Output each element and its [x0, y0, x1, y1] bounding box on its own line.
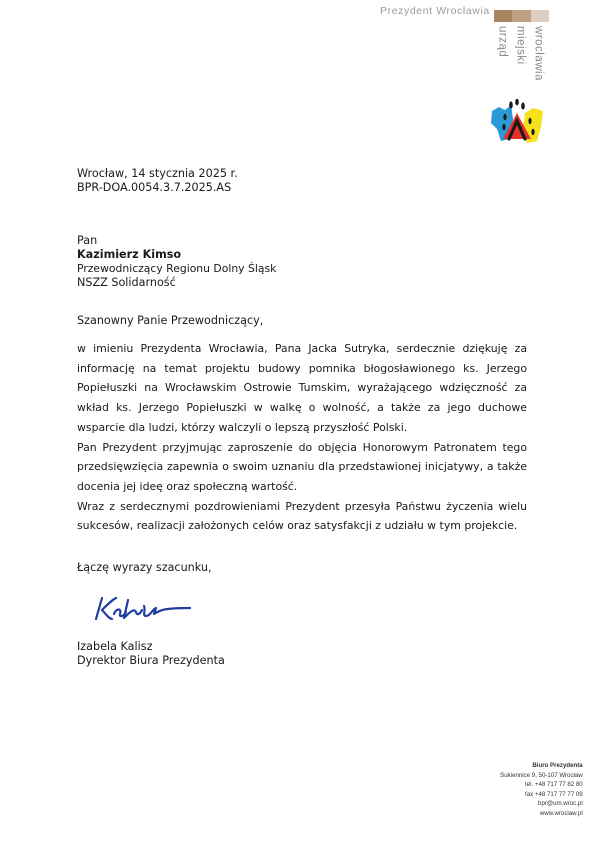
signer-block: [77, 640, 225, 668]
footer-address: Sukiennice 9, 50-107 Wrocław: [500, 771, 583, 779]
recipient-organization: NSZZ Solidarność: [77, 276, 176, 289]
recipient-title: Pan: [77, 234, 98, 247]
body-paragraph-1: w imieniu Prezydenta Wrocławia, Pana Jacka Sutryka, serdecznie dziękuję za informację na temat projektu budowy pomnika błogosławionego ks. Jerzego Popiełuszki na Wrocławskim Ostrowie Tumskim, wyrażającego wdzięczność za wkład ks. Jerzego Popiełuszki w walkę o wolność, a także za jego duchowe wsparcie dla ludzi, którzy walczyli o lepszą przyszłość Polski.: [77, 342, 527, 434]
footer-email[interactable]: bpr@um.wroc.pl: [538, 800, 583, 808]
footer-website[interactable]: www.wroclaw.pl: [540, 809, 583, 817]
reference-number: BPR-DOA.0054.3.7.2025.AS: [77, 181, 232, 194]
salutation: Szanowny Panie Przewodniczący,: [77, 314, 264, 327]
brand-color-swatches: [494, 10, 549, 22]
signer-name: Izabela Kalisz: [77, 640, 153, 653]
brand-text-wroclawia: wrocławia: [532, 26, 545, 81]
footer-phone: tel. +48 717 77 82 80: [525, 781, 583, 789]
letter-meta: [77, 167, 238, 195]
brand-swatch-2: [512, 10, 530, 22]
handwritten-signature-icon: [90, 592, 200, 622]
letterhead-title: Prezydent Wrocławia: [380, 5, 490, 17]
brand-swatch-1: [494, 10, 512, 22]
place-date: Wrocław, 14 stycznia 2025 r.: [77, 167, 238, 180]
brand-text-miejski: miejski: [514, 26, 527, 65]
recipient-name: Kazimierz Kimso: [77, 248, 182, 261]
signer-position: Dyrektor Biura Prezydenta: [77, 654, 225, 667]
brand-swatch-3: [531, 10, 549, 22]
recipient-block: [77, 234, 276, 290]
footer-office: Biuro Prezydenta: [532, 762, 583, 769]
closing-phrase: Łączę wyrazy szacunku,: [77, 561, 212, 574]
brand-text-urzad: urząd: [496, 26, 509, 58]
footer-contact: [500, 761, 583, 819]
body-paragraph-2: Pan Prezydent przyjmując zaproszenie do objęcia Honorowym Patronatem tego przedsięwzięcia zapewnia o swoim uznaniu dla przedstawionej inicjatywy, a także docenia jej ideę oraz społeczną wartość.: [77, 440, 527, 493]
recipient-position: Przewodniczący Regionu Dolny Śląsk: [77, 262, 277, 275]
letter-body: [77, 339, 527, 536]
wroclaw-city-logo-icon: [489, 99, 545, 145]
body-paragraph-3: Wraz z serdecznymi pozdrowieniami Prezydent przesyła Państwu życzenia wielu sukcesów, realizacji założonych celów oraz satysfakcji z udziału w tym projekcie.: [77, 499, 527, 533]
footer-fax: fax +48 717 77 77 09: [525, 790, 583, 798]
